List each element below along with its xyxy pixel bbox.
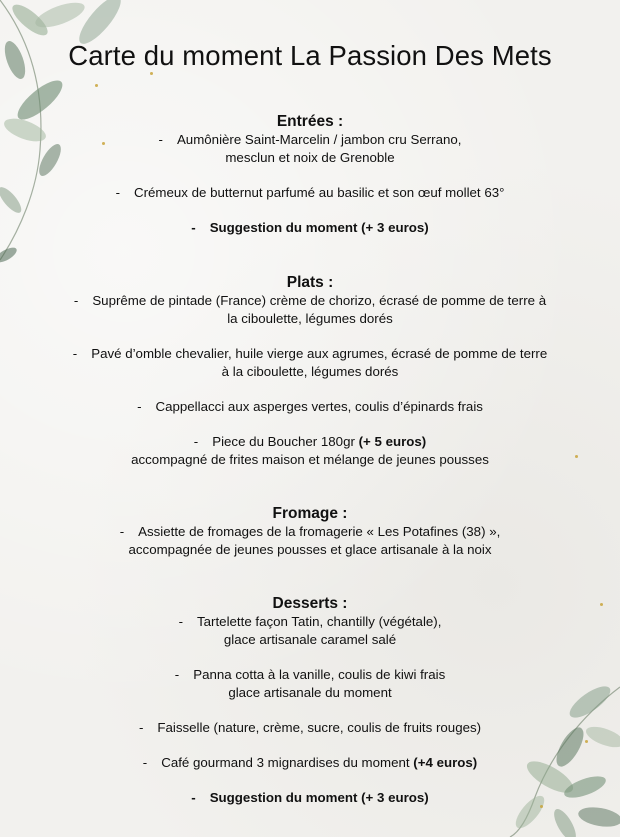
dash: - [119,524,125,539]
item-text: à la ciboulette, légumes dorés [221,364,399,379]
item-text: Café gourmand 3 mignardises du moment [161,755,410,770]
section-plats [0,274,620,469]
item-text: Suggestion du moment (+ 3 euros) [209,220,429,235]
menu-item [0,219,620,237]
section-title: Desserts : [272,595,348,612]
item-text: Aumônière Saint-Marcelin / jambon cru Serrano, [176,132,462,147]
dash: - [73,293,79,308]
item-text: mesclun et noix de Grenoble [225,150,395,165]
item-text: Crémeux de butternut parfumé au basilic et son œuf mollet 63° [134,185,505,200]
menu-item [0,666,620,702]
menu-item [0,754,620,772]
item-text: Suprême de pintade (France) crème de chorizo, écrasé de pomme de terre à [92,293,547,308]
item-text: Piece du Boucher 180gr [212,434,355,449]
menu-item [0,613,620,649]
menu-item [0,523,620,559]
dash: - [137,399,142,414]
item-text: Cappellacci aux asperges vertes, coulis d’épinards frais [155,399,483,414]
item-text: Panna cotta à la vanille, coulis de kiwi frais [193,667,446,682]
dash: - [193,434,199,449]
dash: - [115,185,120,200]
item-text: accompagnée de jeunes pousses et glace artisanale à la noix [128,542,492,557]
dash: - [178,614,184,629]
price-supplement: (+ 5 euros) [358,434,427,449]
price-supplement: (+4 euros) [413,755,478,770]
menu-item [0,789,620,807]
menu-title: Carte du moment La Passion Des Mets [68,40,552,71]
menu-item [0,345,620,381]
dash: - [138,720,144,735]
item-text: glace artisanale caramel salé [223,632,397,647]
menu-item [0,184,620,202]
dash: - [174,667,180,682]
item-text: glace artisanale du moment [228,685,392,700]
section-fromage [0,505,620,559]
section-desserts [0,595,620,807]
dash: - [142,755,148,770]
dash: - [72,346,78,361]
section-title: Entrées : [276,113,344,130]
menu-item [0,131,620,167]
dash: - [191,220,196,235]
gold-fleck [150,72,153,75]
section-entrees [0,113,620,237]
menu-item [0,292,620,328]
item-text: Faisselle (nature, crème, sucre, coulis de fruits rouges) [157,720,482,735]
section-title: Plats : [286,274,334,291]
section-title: Fromage : [272,505,348,522]
dash: - [158,132,163,147]
item-text: accompagné de frites maison et mélange de jeunes pousses [131,452,489,467]
item-text: la ciboulette, légumes dorés [227,311,393,326]
item-text: Assiette de fromages de la fromagerie « Les Potafines (38) », [138,524,501,539]
item-text: Tartelette façon Tatin, chantilly (végétale), [197,614,442,629]
menu-item [0,433,620,469]
gold-fleck [95,84,98,87]
item-text: Pavé d’omble chevalier, huile vierge aux agrumes, écrasé de pomme de terre [91,346,548,361]
menu-item [0,719,620,737]
item-text: Suggestion du moment (+ 3 euros) [209,790,429,805]
dash: - [191,790,196,805]
menu-item [0,398,620,416]
